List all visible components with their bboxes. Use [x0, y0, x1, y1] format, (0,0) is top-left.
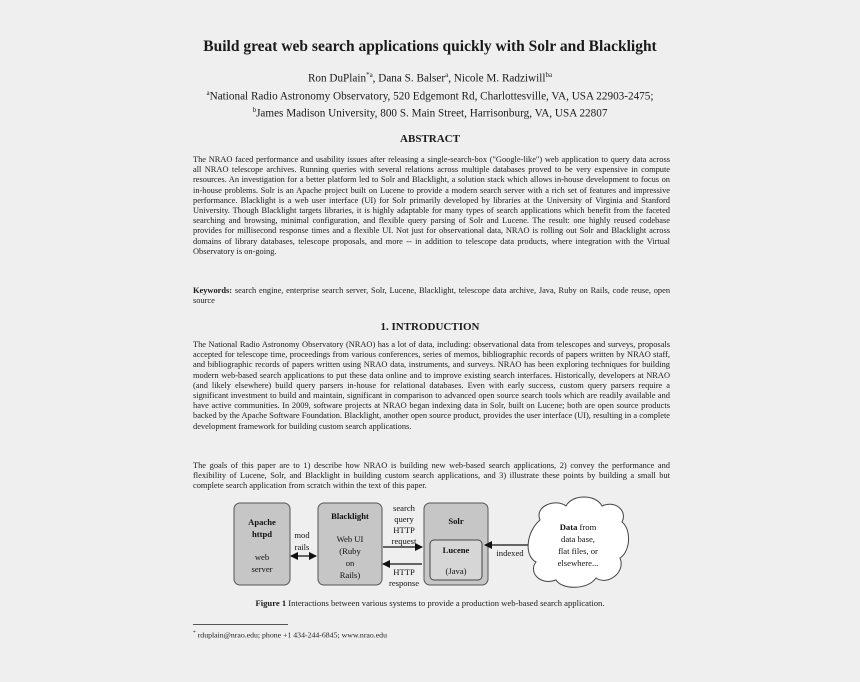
blacklight-sub: Rails) — [339, 570, 361, 580]
author-name: Ron DuPlain — [307, 72, 367, 85]
caption-text: Interactions between various systems to provide a production web-based search application. — [286, 598, 605, 608]
apache-title: httpd — [251, 529, 273, 539]
section-heading-introduction: 1. INTRODUCTION — [380, 321, 480, 333]
solr-title: Solr — [448, 516, 464, 526]
intro-paragraph-1: The National Radio Astronomy Observatory (NRAO) has a lot of data, including: observational data from telescopes and surveys, proposals accepted for telescope time, proceedings from various conferences, series of memos, bibliographic records of papers written by NRAO staff, and bibliographic records of papers written using NRAO data, instruments, and surveys. NRAO has been exploring techniques for building modern web-based search applications to put these data online and to improve existing search interfaces. Historically, developers at NRAO (and likely elsewhere) build query parsers in-house for relational databases. Even with early success, custom query parsers require a significant investment to build and maintain, significant in comparison to advanced open source search tools which are readily available and have active communities. In 2009, software projects at NRAO began indexing data in Solr, built on Lucene; both are open source products backed by the Apache Software Foundation. Blacklight, another open source product, provides the user interface (UI), resulting in a complete development framework for building custom search applications. — [193, 340, 670, 431]
footnote-rule — [193, 624, 288, 625]
lucene-sub: (Java) — [445, 566, 467, 576]
cloud-text-rest: from — [579, 522, 597, 532]
figure-caption — [0, 598, 860, 608]
apache-title: Apache — [248, 517, 276, 527]
indexed-label: indexed — [496, 548, 524, 558]
request-label: query — [394, 514, 414, 524]
blacklight-sub: Web UI — [336, 534, 364, 544]
footnote-mark: * — [193, 630, 196, 636]
aff-mark: a — [206, 88, 210, 97]
mod-rails-label: rails — [294, 542, 310, 552]
response-label: response — [388, 578, 420, 588]
lucene-title: Lucene — [442, 545, 470, 555]
abstract-text: The NRAO faced performance and usability issues after releasing a single-search-box ("Google-like") web application to query data across all NRAO telescope archives. Running queries with several relations across multiple databases proved to be very expensive in compute resources. An investigation for a better platform led to Solr and Blacklight, a solution stack which allows in-house development to focus on in-house problems. Solr is an Apache project built on Lucene to provide a modern search server with a rich set of features and impressive performance. Blacklight is a web user interface (UI) for Solr primarily developed by libraries at the University of Virginia and Stanford University. Though Blacklight targets libraries, it is highly adaptable for many types of search applications which benefit from the faceted searching and browsing, minimal configuration, and flexible query parsing of Solr and Lucene. The result: one highly reused codebase provides for millisecond response times and a flexible UI. Not just for observational data, NRAO is rolling out Solr and Blacklight across domains of library databases, telescope proposals, and more -- in addition to telescope data products, where integration with the Virtual Observatory is on-going. — [193, 155, 670, 256]
author-name: Nicole M. Radziwill — [453, 72, 546, 85]
request-label: request — [391, 536, 417, 546]
author-aff-mark: a — [445, 71, 449, 79]
blacklight-sub: on — [345, 558, 355, 568]
cloud-text: data base, — [561, 534, 595, 544]
author-name: Dana S. Balser — [378, 72, 446, 85]
keywords-text: search engine, enterprise search server, Solr, Lucene, Blacklight, telescope data archive, Java, Ruby on Rails, code reuse, open source — [193, 286, 671, 306]
cloud-text-bold: Data — [559, 522, 578, 532]
blacklight-sub: (Ruby — [339, 546, 361, 556]
blacklight-title: Blacklight — [331, 511, 369, 521]
cloud-text: elsewhere... — [557, 558, 599, 568]
caption-label: Figure 1 — [255, 598, 287, 608]
cloud-text — [560, 522, 597, 532]
cloud-text: flat files, or — [558, 546, 598, 556]
request-label: search — [393, 503, 415, 513]
author-aff-mark: *a — [366, 71, 373, 79]
paper-title: Build great web search applications quickly with Solr and Blacklight — [203, 38, 657, 55]
aff-mark: b — [252, 106, 257, 115]
author-line: Ron DuPlain$^{*a}$, Dana S. Balser$^a$, Nicole M. Radziwill$^{ba}$ — [307, 71, 553, 85]
affiliation-text: National Radio Astronomy Observatory, 520 Edgemont Rd, Charlottesville, VA, USA 22903-2475; — [209, 90, 654, 103]
apache-sub: server — [251, 564, 273, 574]
footnote — [193, 630, 387, 640]
keywords-label: Keywords: — [193, 286, 233, 295]
response-label: HTTP — [393, 567, 415, 577]
abstract-heading: ABSTRACT — [400, 133, 460, 145]
apache-sub: web — [254, 552, 270, 562]
author-aff-mark: ba — [545, 71, 553, 79]
affiliation-text: James Madison University, 800 S. Main Street, Harrisonburg, VA, USA 22807 — [256, 108, 608, 121]
footnote-text: rduplain@nrao.edu; phone +1 434-244-6845; www.nrao.edu — [195, 630, 387, 640]
intro-paragraph-2: The goals of this paper are to 1) describe how NRAO is building new web-based search applications, 2) convey the performance and flexibility of Lucene, Solr, and Blacklight in building custom search applications, and 3) illustrate these points by building a small but complete search application from scratch within the text of this paper. — [193, 461, 670, 491]
request-label: HTTP — [393, 525, 415, 535]
mod-rails-label: mod — [294, 530, 310, 540]
